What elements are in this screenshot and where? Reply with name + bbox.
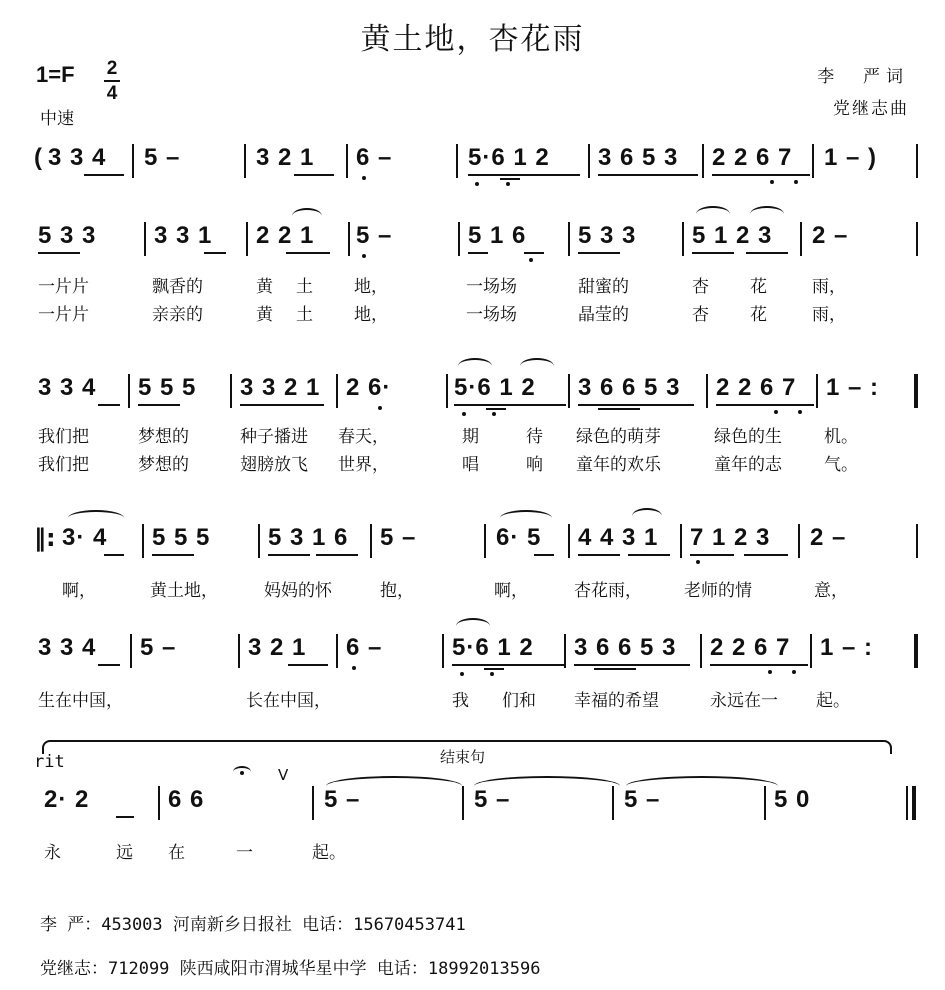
note-group: 5 – <box>474 786 511 813</box>
note-group: 5 5 5 <box>152 524 211 551</box>
note-group: 3 3 1 <box>154 222 213 249</box>
ending-label: 结束句 <box>440 748 486 766</box>
note-group: 6· 5 <box>496 524 542 551</box>
rit-marking: rit <box>34 752 65 772</box>
lyrics-chorus-line2: 生在中国， 长在中国， 我 们和 幸福的希望 永远在一 起。 <box>38 691 850 711</box>
note-group: 3 3 2 1 <box>240 374 321 401</box>
note-group: 3 3 4 <box>38 634 97 661</box>
lyrics-verse1-line1: 一片片 飘香的 黄 土 地， 一场场 甜蜜的 杏 花 雨， <box>38 277 846 297</box>
note-group: 2 2 6 7 <box>716 374 797 401</box>
note-group: 2 2 6 7 <box>710 634 791 661</box>
tempo-marking: 中速 <box>40 109 74 129</box>
staff-row-ending <box>34 782 920 826</box>
note-group: 3 2 1 <box>256 144 315 171</box>
note-group: 7 1 2 3 <box>690 524 771 551</box>
staff-row-chorus-a <box>34 520 920 564</box>
note-group: 4 4 3 1 <box>578 524 659 551</box>
staff-row-intro <box>34 140 920 184</box>
note-group: 6 6 <box>168 786 205 813</box>
time-bottom: 4 <box>106 83 118 104</box>
note-group: 2 – <box>810 524 847 551</box>
lyricist-credit: 李 严词 <box>817 67 909 87</box>
song-title: 黄土地，杏花雨 <box>360 22 585 57</box>
note-group: 5·6 1 2 <box>452 634 534 661</box>
note-group: 3 2 1 <box>248 634 307 661</box>
note-group: 5·6 1 2 <box>468 144 550 171</box>
note-group: 3 6 6 5 3 <box>574 634 677 661</box>
note-group: 1 – : <box>826 374 880 401</box>
time-top: 2 <box>106 58 118 79</box>
note-group: 5 – <box>624 786 661 813</box>
lyrics-ending: 永 远 在 一 起。 <box>44 843 346 863</box>
note-group: 5 – <box>140 634 177 661</box>
note-group: 2 2 6 7 <box>712 144 793 171</box>
note-group: 5 3 3 <box>578 222 637 249</box>
contact-composer: 党继志：712099 陕西咸阳市渭城华星中学 电话：18992013596 <box>40 959 541 979</box>
lead-paren: ( <box>34 144 43 171</box>
staff-row-chorus-b <box>34 630 920 674</box>
note-group: 3 3 4 <box>38 374 97 401</box>
contact-lyricist: 李 严：453003 河南新乡日报社 电话：15670453741 <box>40 915 466 935</box>
note-group: 1 – : <box>820 634 874 661</box>
note-group: 5 – <box>356 222 393 249</box>
repeat-start: ‖: <box>34 524 56 552</box>
note-group: 5 5 5 <box>138 374 197 401</box>
composer-credit: 党继志曲 <box>833 99 909 119</box>
staff-row-verse-b <box>34 370 920 414</box>
note-group: 5 – <box>324 786 361 813</box>
note-group: 5·6 1 2 <box>454 374 536 401</box>
note-group: 3· 4 <box>62 524 108 551</box>
lyrics-chorus-line1: 啊， 黄土地， 妈妈的怀 抱， 啊， 杏花雨， 老师的情 意， <box>62 581 848 601</box>
note-group: 1 – ) <box>824 144 878 171</box>
note-group: 2· 2 <box>44 786 90 813</box>
note-group: 5 1 2 3 <box>692 222 773 249</box>
note-group: 6 – <box>346 634 383 661</box>
lyrics-verse2-line1: 一片片 亲亲的 黄 土 地， 一场场 晶莹的 杏 花 雨， <box>38 305 846 325</box>
note-group: 2 – <box>812 222 849 249</box>
note-group: 5 3 1 6 <box>268 524 349 551</box>
note-group: 5 – <box>144 144 181 171</box>
note-group: 2 6· <box>346 374 392 401</box>
staff-row-verse-a <box>34 218 920 262</box>
note-group: 6 – <box>356 144 393 171</box>
time-signature <box>104 58 120 104</box>
note-group: 5 – <box>380 524 417 551</box>
note-group: 3 6 5 3 <box>598 144 679 171</box>
fermata-icon <box>233 766 251 778</box>
note-group: 5 1 6 <box>468 222 527 249</box>
lyrics-verse1-line2: 我们把 梦想的 种子播进 春天， 期 待 绿色的萌芽 绿色的生 机。 <box>38 427 858 447</box>
note-group: 3 3 4 <box>48 144 107 171</box>
lyrics-verse2-line2: 我们把 梦想的 翅膀放飞 世界， 唱 响 童年的欢乐 童年的志 气。 <box>38 455 858 475</box>
breath-mark: V <box>278 766 289 784</box>
note-group: 5 0 <box>774 786 811 813</box>
key-signature: 1=F <box>36 62 75 87</box>
note-group: 2 2 1 <box>256 222 315 249</box>
note-group: 5 3 3 <box>38 222 97 249</box>
note-group: 3 6 6 5 3 <box>578 374 681 401</box>
